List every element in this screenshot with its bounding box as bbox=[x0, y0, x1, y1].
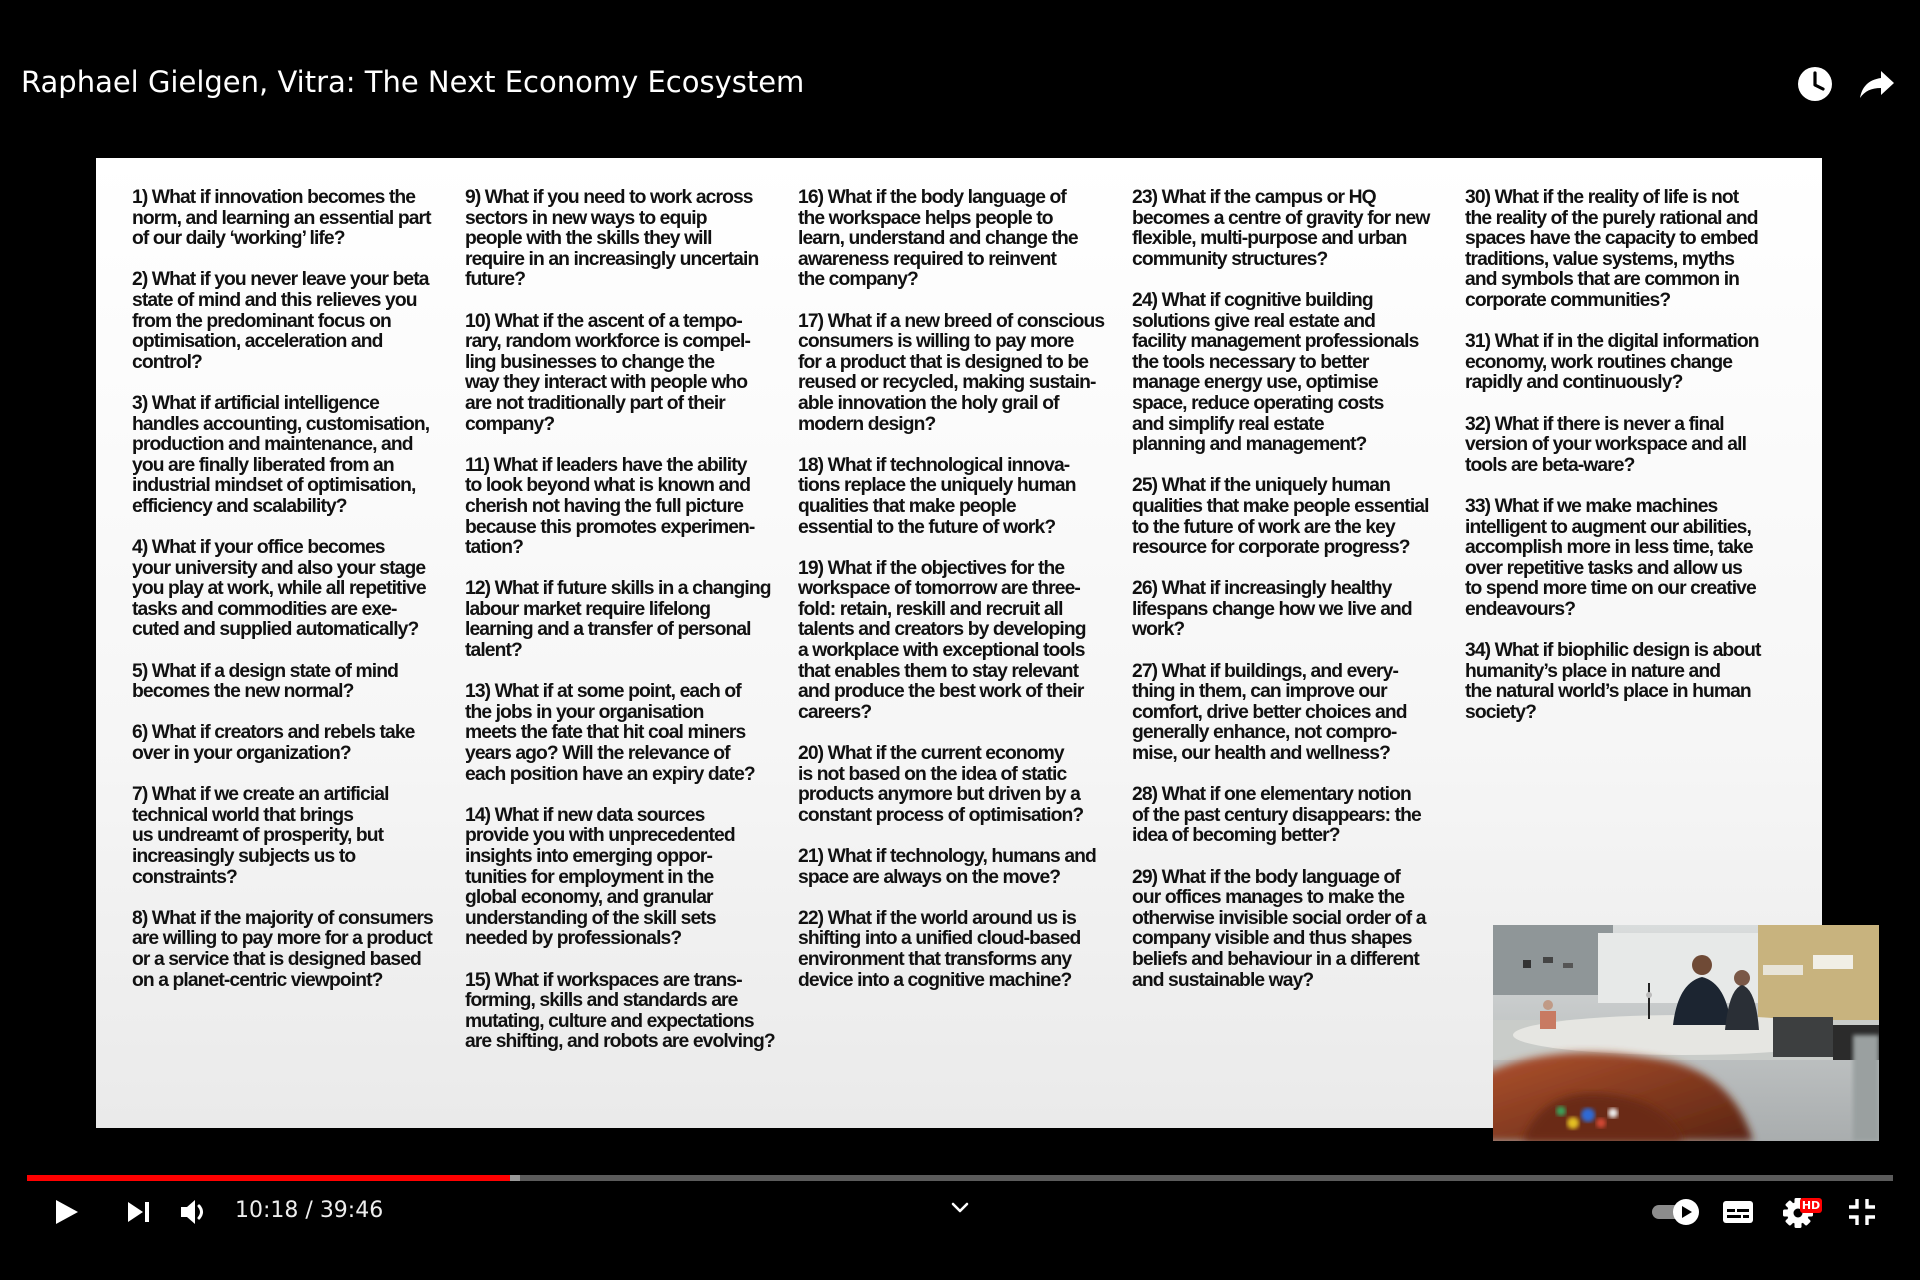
slide-question-line: rapidly and continuously? bbox=[1465, 372, 1683, 394]
slide-question-line: constant process of optimisation? bbox=[798, 804, 1084, 826]
slide-question-line: way they interact with people who bbox=[465, 372, 748, 394]
slide-question-line: sectors in new ways to equip bbox=[465, 207, 707, 229]
slide-question-line: company visible and thus shapes bbox=[1132, 928, 1412, 950]
slide-question-line: solutions give real estate and bbox=[1132, 310, 1376, 332]
slide-question-line: planning and management? bbox=[1132, 434, 1367, 456]
slide-question-line: tools are beta-ware? bbox=[1465, 454, 1635, 476]
slide-question-line: reused or recycled, making sustain- bbox=[798, 372, 1096, 394]
slide-question bbox=[1132, 188, 1462, 270]
slide-question-line: constraints? bbox=[132, 866, 237, 888]
slide-question-line: the natural world’s place in human bbox=[1465, 681, 1751, 703]
slide-question-line: control? bbox=[132, 351, 202, 373]
slide-question-line: insights into emerging oppor- bbox=[465, 846, 713, 867]
slide-question-line: over repetitive tasks and allow us bbox=[1465, 557, 1742, 579]
slide-question-line: endeavours? bbox=[1465, 598, 1576, 620]
slide-question-line: 3) What if artificial intelligence bbox=[132, 392, 379, 414]
slide-question bbox=[132, 909, 462, 991]
share-arrow-icon[interactable] bbox=[1857, 64, 1897, 104]
slide-question-line: on a planet-centric viewpoint? bbox=[132, 969, 383, 991]
slide-question-line: facility management professionals bbox=[1132, 331, 1419, 353]
slide-question-line: tasks and commodities are exe- bbox=[132, 598, 397, 620]
slide-question bbox=[132, 188, 462, 250]
chevron-down-icon[interactable] bbox=[940, 1190, 980, 1226]
slide-question bbox=[1465, 641, 1795, 723]
subtitles-icon[interactable] bbox=[1718, 1192, 1758, 1232]
slide-question-line: technical world that brings bbox=[132, 804, 354, 826]
slide-question-line: 1) What if innovation becomes the bbox=[132, 187, 416, 208]
slide-question-line: 29) What if the body language of bbox=[1132, 866, 1400, 888]
slide-question-line: 32) What if there is never a final bbox=[1465, 413, 1724, 435]
slide-question-line: 15) What if workspaces are trans- bbox=[465, 969, 742, 991]
volume-icon[interactable] bbox=[174, 1192, 214, 1232]
slide-question-line: work? bbox=[1132, 619, 1185, 641]
slide-question-line: labour market require lifelong bbox=[465, 598, 711, 620]
slide-question bbox=[465, 971, 795, 1053]
slide-question-line: a workplace with exceptional tools bbox=[798, 640, 1085, 662]
exit-fullscreen-icon[interactable] bbox=[1842, 1192, 1882, 1232]
slide-question-line: the workspace helps people to bbox=[798, 207, 1053, 229]
slide-question-line: device into a cognitive machine? bbox=[798, 969, 1072, 991]
slide-question-line: needed by professionals? bbox=[465, 928, 682, 950]
slide-question-line: version of your workspace and all bbox=[1465, 434, 1747, 456]
slide-question-line: or a service that is designed based bbox=[132, 948, 421, 970]
slide-question-line: 5) What if a design state of mind bbox=[132, 660, 398, 682]
time-separator: / bbox=[298, 1198, 320, 1223]
slide-question bbox=[465, 682, 795, 785]
slide-question-line: qualities that make people bbox=[798, 495, 1016, 517]
slide-question bbox=[1132, 662, 1462, 765]
slide-question-line: qualities that make people essential bbox=[1132, 495, 1429, 517]
slide-question-line: careers? bbox=[798, 701, 872, 723]
skip-next-icon[interactable] bbox=[118, 1192, 158, 1232]
slide-question-line: beliefs and behaviour in a different bbox=[1132, 948, 1419, 970]
slide-question-line: 33) What if we make machines bbox=[1465, 495, 1718, 517]
slide-question-line: talent? bbox=[465, 640, 522, 662]
slide-question-line: comfort, drive better choices and bbox=[1132, 701, 1407, 723]
slide-question-line: future? bbox=[465, 269, 526, 291]
slide-question-line: the company? bbox=[798, 269, 918, 291]
slide-question-line: 31) What if in the digital information bbox=[1465, 331, 1759, 353]
slide-question bbox=[1132, 868, 1462, 992]
slide-column-2 bbox=[465, 188, 795, 1053]
slide-question-line: corporate communities? bbox=[1465, 289, 1671, 311]
slide-question bbox=[1465, 497, 1795, 621]
slide-question-line: humanity’s place in nature and bbox=[1465, 660, 1721, 682]
slide-question-line: 13) What if at some point, each of bbox=[465, 681, 741, 703]
slide-question-line: to spend more time on our creative bbox=[1465, 578, 1756, 600]
slide-question-line: generally enhance, not compro- bbox=[1132, 722, 1397, 744]
slide-question-line: spaces have the capacity to embed bbox=[1465, 228, 1758, 250]
slide-question-line: and sustainable way? bbox=[1132, 969, 1314, 991]
slide-question-line: 22) What if the world around us is bbox=[798, 907, 1076, 929]
slide-question bbox=[465, 456, 795, 559]
slide-question bbox=[132, 538, 462, 641]
slide-question-line: shifting into a unified cloud-based bbox=[798, 928, 1081, 950]
slide-question-line: becomes a centre of gravity for new bbox=[1132, 207, 1430, 229]
slide-question-line: your university and also your stage bbox=[132, 557, 426, 579]
slide-question-line: learn, understand and change the bbox=[798, 228, 1078, 250]
slide-question-line: from the predominant focus on bbox=[132, 310, 391, 332]
slide-question-line: our offices manages to make the bbox=[1132, 887, 1405, 909]
slide-question-line: workspace of tomorrow are three- bbox=[798, 578, 1080, 600]
slide-question-line: consumers is willing to pay more bbox=[798, 331, 1074, 353]
slide-column-3 bbox=[798, 188, 1128, 991]
slide-question-line: environment that transforms any bbox=[798, 948, 1072, 970]
slide-question-line: you play at work, while all repetitive bbox=[132, 578, 426, 600]
slide-question-line: to the future of work are the key bbox=[1132, 516, 1395, 538]
slide-question-line: space are always on the move? bbox=[798, 866, 1061, 888]
slide-question-line: and produce the best work of their bbox=[798, 681, 1084, 703]
slide-question-line: and simplify real estate bbox=[1132, 413, 1324, 435]
slide-question-line: space, reduce operating costs bbox=[1132, 392, 1384, 414]
slide-question-line: modern design? bbox=[798, 413, 936, 435]
slide-question bbox=[1132, 579, 1462, 641]
slide-question-line: resource for corporate progress? bbox=[1132, 537, 1410, 559]
slide-question-line: 8) What if the majority of consumers bbox=[132, 907, 433, 929]
seek-bar-played bbox=[27, 1175, 510, 1181]
slide-question-line: 27) What if buildings, and every- bbox=[1132, 660, 1398, 682]
autoplay-toggle-icon[interactable] bbox=[1646, 1192, 1706, 1232]
slide-question-line: 10) What if the ascent of a tempo- bbox=[465, 310, 742, 332]
slide-question-line: 28) What if one elementary notion bbox=[1132, 784, 1411, 806]
slide-question bbox=[1132, 785, 1462, 847]
slide-question-line: idea of becoming better? bbox=[1132, 825, 1340, 847]
slide-question-line: 6) What if creators and rebels take bbox=[132, 722, 415, 744]
slide-question bbox=[1465, 415, 1795, 477]
slide-question-line: the jobs in your organisation bbox=[465, 701, 704, 723]
slide-question-line: ling businesses to change the bbox=[465, 351, 715, 373]
slide-question-line: 19) What if the objectives for the bbox=[798, 557, 1065, 579]
slide-question-line: the reality of the purely rational and bbox=[1465, 207, 1758, 229]
slide-question-line: traditions, value systems, myths bbox=[1465, 248, 1735, 270]
hd-badge: HD bbox=[1801, 1199, 1821, 1212]
slide-question-line: manage energy use, optimise bbox=[1132, 372, 1378, 394]
slide-question bbox=[132, 270, 462, 373]
slide-question bbox=[798, 909, 1128, 991]
slide-question-line: able innovation the holy grail of bbox=[798, 392, 1059, 414]
slide-question-line: global economy, and granular bbox=[465, 887, 713, 909]
slide-question-line: 21) What if technology, humans and bbox=[798, 846, 1096, 867]
slide-question-line: 12) What if future skills in a changing bbox=[465, 578, 771, 600]
play-icon[interactable] bbox=[46, 1192, 86, 1232]
slide-question-line: 2) What if you never leave your beta bbox=[132, 269, 429, 291]
slide-question-line: require in an increasingly uncertain bbox=[465, 248, 759, 270]
slide-question bbox=[132, 394, 462, 518]
slide-question-line: intelligent to augment our abilities, bbox=[1465, 516, 1751, 538]
slide-question-line: because this promotes experimen- bbox=[465, 516, 755, 538]
slide-question-line: is not based on the idea of static bbox=[798, 763, 1067, 785]
slide-question-line: of our daily ‘working’ life? bbox=[132, 228, 345, 250]
slide-question-line: are shifting, and robots are evolving? bbox=[465, 1031, 775, 1053]
slide-question-line: are not traditionally part of their bbox=[465, 392, 725, 414]
slide-question-line: people with the skills they will bbox=[465, 228, 712, 250]
slide-question-line: thing in them, can improve our bbox=[1132, 681, 1387, 703]
slide-question bbox=[1132, 291, 1462, 456]
slide-question-line: 30) What if the reality of life is not bbox=[1465, 187, 1739, 208]
slide-question-line: community structures? bbox=[1132, 248, 1328, 270]
slide-question bbox=[1132, 476, 1462, 558]
slide-question-line: tunities for employment in the bbox=[465, 866, 714, 888]
slide-question-line: society? bbox=[1465, 701, 1537, 723]
slide-question-line: provide you with unprecedented bbox=[465, 825, 735, 847]
clock-icon[interactable] bbox=[1795, 64, 1835, 104]
slide-question-line: optimisation, acceleration and bbox=[132, 331, 383, 353]
slide-question bbox=[465, 579, 795, 661]
slide-question-line: years ago? Will the relevance of bbox=[465, 743, 730, 765]
slide-question bbox=[798, 744, 1128, 826]
slide-question bbox=[798, 312, 1128, 436]
slide-question-line: meets the fate that hit coal miners bbox=[465, 722, 746, 744]
slide-question-line: essential to the future of work? bbox=[798, 516, 1056, 538]
slide-question-line: to look beyond what is known and bbox=[465, 475, 751, 497]
slide-question-line: 4) What if your office becomes bbox=[132, 537, 385, 559]
slide-question bbox=[132, 662, 462, 703]
slide-question-line: and symbols that are common in bbox=[1465, 269, 1740, 291]
slide-question-line: lifespans change how we live and bbox=[1132, 598, 1412, 620]
slide-question-line: industrial mindset of optimisation, bbox=[132, 475, 416, 497]
slide-question-line: awareness required to reinvent bbox=[798, 248, 1057, 270]
slide-question-line: that enables them to stay relevant bbox=[798, 660, 1079, 682]
slide-column-4 bbox=[1132, 188, 1462, 991]
slide-question bbox=[798, 456, 1128, 538]
slide-question bbox=[132, 785, 462, 888]
slide-question-line: understanding of the skill sets bbox=[465, 907, 716, 929]
slide-question-line: us undreamt of prosperity, but bbox=[132, 825, 384, 847]
slide-question-line: 24) What if cognitive building bbox=[1132, 289, 1373, 311]
slide-question-line: production and maintenance, and bbox=[132, 434, 413, 456]
slide-question bbox=[465, 806, 795, 950]
slide-question-line: 34) What if biophilic design is about bbox=[1465, 640, 1761, 662]
speaker-camera-overlay bbox=[1493, 925, 1879, 1141]
slide-question-line: 18) What if technological innova- bbox=[798, 454, 1070, 476]
slide-question-line: flexible, multi-purpose and urban bbox=[1132, 228, 1407, 250]
slide-question-line: for a product that is designed to be bbox=[798, 351, 1089, 373]
slide-question-line: fold: retain, reskill and recruit all bbox=[798, 598, 1063, 620]
slide-question-line: cuted and supplied automatically? bbox=[132, 619, 419, 641]
slide-question-line: handles accounting, customisation, bbox=[132, 413, 430, 435]
slide-question-line: forming, skills and standards are bbox=[465, 990, 738, 1012]
slide-question-line: rary, random workforce is compel- bbox=[465, 331, 750, 353]
slide-column-5 bbox=[1465, 188, 1795, 723]
slide-question-line: 20) What if the current economy bbox=[798, 743, 1064, 765]
slide-question-line: cherish not having the full picture bbox=[465, 495, 744, 517]
slide-question-line: talents and creators by developing bbox=[798, 619, 1086, 641]
slide-question bbox=[798, 188, 1128, 291]
slide-question-line: 14) What if new data sources bbox=[465, 804, 705, 826]
slide-question-line: increasingly subjects us to bbox=[132, 846, 356, 867]
slide-question-line: otherwise invisible social order of a bbox=[1132, 907, 1426, 929]
slide-question-line: norm, and learning an essential part bbox=[132, 207, 431, 229]
slide-question-line: learning and a transfer of personal bbox=[465, 619, 751, 641]
slide-question-line: the tools necessary to better bbox=[1132, 351, 1369, 373]
slide-question-line: over in your organization? bbox=[132, 743, 351, 765]
slide-question-line: economy, work routines change bbox=[1465, 351, 1733, 373]
slide-question bbox=[1465, 188, 1795, 312]
slide-column-1 bbox=[132, 188, 462, 991]
slide-question-line: company? bbox=[465, 413, 555, 435]
time-display bbox=[235, 1196, 383, 1226]
slide-question bbox=[1465, 332, 1795, 394]
slide-question-line: 7) What if we create an artificial bbox=[132, 784, 389, 806]
slide-question-line: mutating, culture and expectations bbox=[465, 1010, 754, 1032]
duration: 39:46 bbox=[319, 1198, 384, 1223]
slide-question-line: tions replace the uniquely human bbox=[798, 475, 1076, 497]
slide-question bbox=[132, 723, 462, 764]
slide-question-line: 16) What if the body language of bbox=[798, 187, 1066, 208]
slide-question-line: 25) What if the uniquely human bbox=[1132, 475, 1390, 497]
slide-question-line: 9) What if you need to work across bbox=[465, 187, 753, 208]
slide-question-line: 23) What if the campus or HQ bbox=[1132, 187, 1376, 208]
slide-question-line: 17) What if a new breed of conscious bbox=[798, 310, 1105, 332]
seek-bar[interactable] bbox=[27, 1175, 1893, 1181]
slide-question-line: mise, our health and wellness? bbox=[1132, 743, 1391, 765]
slide-question-line: are willing to pay more for a product bbox=[132, 928, 432, 950]
slide-question-line: you are finally liberated from an bbox=[132, 454, 394, 476]
slide-question bbox=[798, 559, 1128, 724]
slide-question-line: state of mind and this relieves you bbox=[132, 289, 417, 311]
slide-question-line: becomes the new normal? bbox=[132, 681, 354, 703]
slide-question-line: efficiency and scalability? bbox=[132, 495, 347, 517]
slide-question-line: tation? bbox=[465, 537, 523, 559]
slide-question-line: of the past century disappears: the bbox=[1132, 804, 1421, 826]
slide-question-line: each position have an expiry date? bbox=[465, 763, 755, 785]
slide-question-line: products anymore but driven by a bbox=[798, 784, 1080, 806]
slide-question-line: accomplish more in less time, take bbox=[1465, 537, 1753, 559]
current-time: 10:18 bbox=[235, 1198, 299, 1223]
slide-question bbox=[465, 188, 795, 291]
slide-question-line: 26) What if increasingly healthy bbox=[1132, 578, 1392, 600]
slide-question bbox=[465, 312, 795, 436]
video-title[interactable]: Raphael Gielgen, Vitra: The Next Economy Ecosystem bbox=[21, 65, 805, 99]
slide-question bbox=[798, 847, 1128, 888]
slide-question-line: 11) What if leaders have the ability bbox=[465, 454, 747, 476]
